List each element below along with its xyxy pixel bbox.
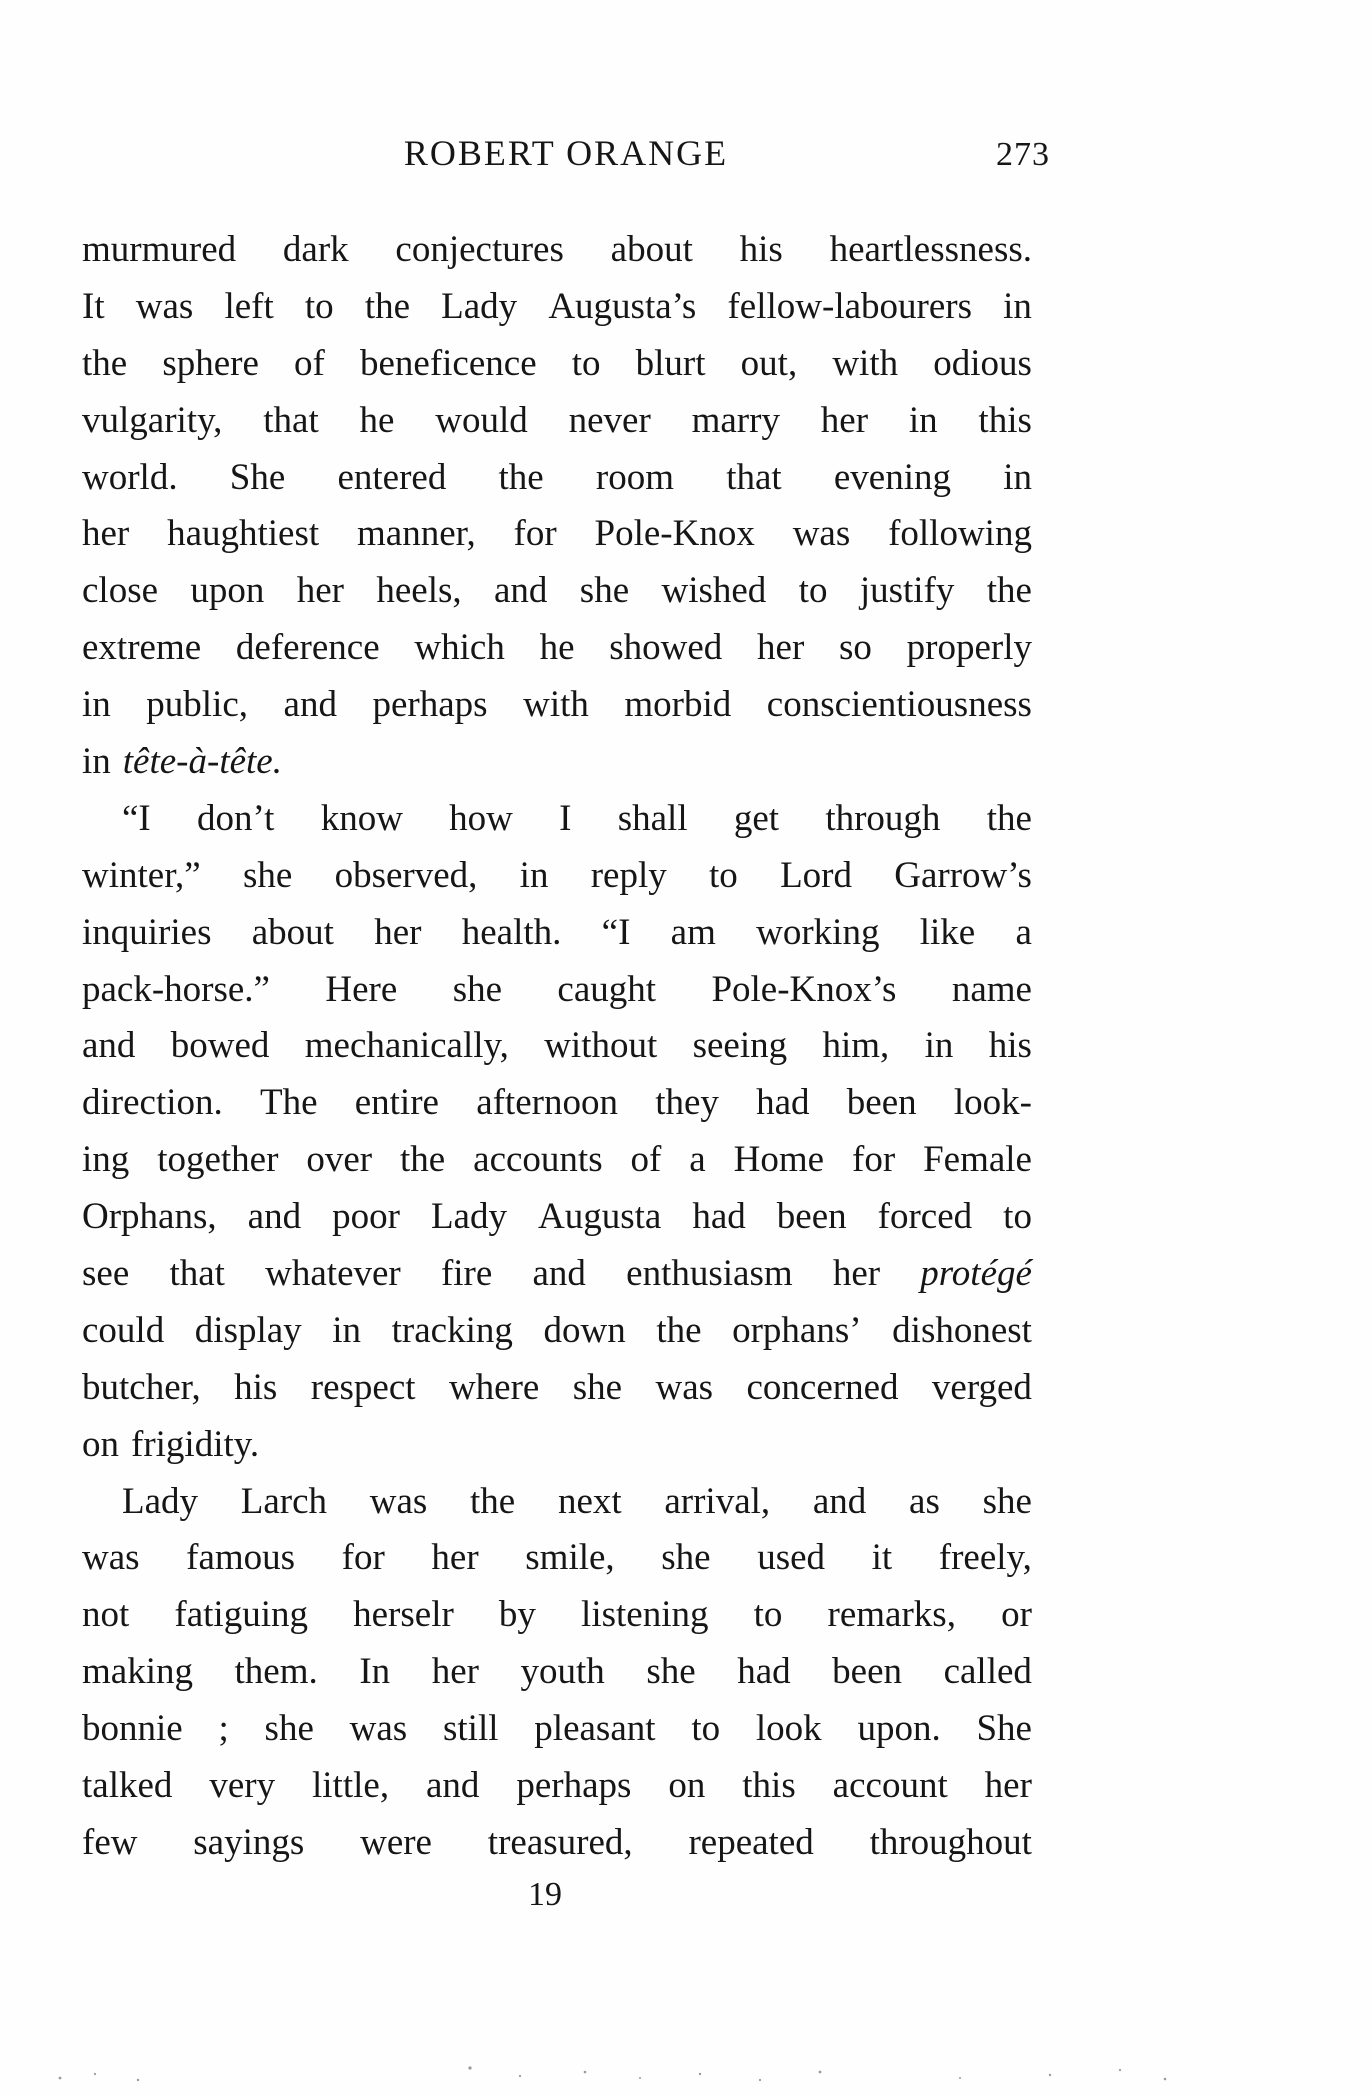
word: over — [306, 1139, 373, 1181]
word: been — [776, 1196, 847, 1238]
text-line — [82, 962, 1032, 1019]
word: she — [646, 1651, 696, 1693]
word: her — [832, 1253, 881, 1295]
word: a — [1015, 911, 1032, 953]
text-line — [82, 1189, 1032, 1246]
word: world. — [82, 456, 178, 498]
word: look- — [953, 1082, 1032, 1124]
word: showed — [609, 627, 723, 669]
text-line — [82, 1815, 1032, 1872]
word: conscientiousness — [766, 684, 1032, 726]
word: and — [812, 1480, 867, 1522]
word: upon. — [857, 1708, 941, 1750]
word: she — [264, 1708, 314, 1750]
word: the — [986, 797, 1032, 839]
text-line — [82, 506, 1032, 563]
speck — [1049, 2074, 1051, 2076]
word: morbid — [624, 684, 732, 726]
word: could — [82, 1309, 165, 1351]
word: murmured — [82, 229, 237, 270]
word: left — [224, 285, 274, 327]
word: protégé — [920, 1253, 1032, 1295]
word: were — [360, 1821, 432, 1863]
word: out, — [740, 342, 798, 384]
word: fellow-labourers — [727, 285, 972, 327]
word: not — [82, 1594, 130, 1636]
speck — [519, 2075, 521, 2077]
word: the — [364, 285, 411, 327]
word: the — [986, 570, 1032, 612]
word: he — [359, 399, 395, 441]
word: Augusta’s — [548, 285, 697, 327]
word: butcher, — [82, 1366, 201, 1408]
word: the — [82, 342, 128, 384]
text-line — [82, 677, 1032, 734]
text-line — [82, 791, 1032, 848]
word: know — [320, 797, 403, 839]
word: for — [852, 1139, 896, 1181]
word: haughtiest — [167, 513, 320, 555]
word: she — [661, 1537, 711, 1579]
word: “I — [601, 911, 631, 953]
word: beneficence — [359, 342, 537, 384]
word: her — [984, 1765, 1032, 1807]
word: Female — [923, 1139, 1032, 1181]
word: extreme — [82, 627, 202, 669]
text-line — [82, 1018, 1032, 1075]
word: Pole-Knox — [594, 513, 755, 555]
word: used — [757, 1537, 826, 1579]
word: marry — [691, 399, 780, 441]
text-line — [82, 336, 1032, 393]
word: don’t — [197, 797, 275, 839]
text-line — [82, 1246, 1032, 1303]
word: which — [414, 627, 505, 669]
word: forced — [877, 1196, 973, 1238]
word: that — [726, 456, 782, 498]
word: bowed — [170, 1025, 270, 1067]
word: with — [832, 342, 899, 384]
word: she — [572, 1366, 623, 1408]
page-number: 273 — [996, 136, 1050, 173]
word: she — [579, 570, 630, 612]
text-line — [82, 1303, 1032, 1360]
word: enthusiasm — [626, 1253, 793, 1295]
word: she — [452, 968, 503, 1010]
word: to — [709, 854, 738, 896]
word: never — [568, 399, 651, 441]
text-line — [82, 279, 1032, 336]
word: and — [426, 1765, 480, 1807]
word: Augusta — [537, 1196, 662, 1238]
word: in — [1003, 285, 1032, 327]
word: tracking — [391, 1309, 513, 1351]
word: without — [544, 1025, 658, 1067]
word: youth — [520, 1651, 605, 1693]
word: still — [442, 1708, 499, 1750]
word: manner, — [357, 513, 476, 555]
word: and — [532, 1253, 586, 1295]
scan-specks — [0, 2060, 1372, 2090]
word: to — [304, 285, 334, 327]
word: deference — [235, 627, 380, 669]
word: account — [832, 1765, 948, 1807]
word: perhaps — [372, 684, 488, 726]
word: She — [976, 1708, 1032, 1750]
word: wished — [661, 570, 767, 612]
word: like — [919, 911, 976, 953]
speck — [819, 2071, 822, 2074]
running-title: ROBERT ORANGE — [403, 133, 729, 173]
word: her — [431, 1537, 479, 1579]
word: her — [757, 627, 805, 669]
word: or — [1001, 1594, 1032, 1636]
word: It — [82, 285, 105, 327]
word: the — [400, 1139, 446, 1181]
word: dishonest — [892, 1309, 1032, 1351]
word: herselr — [353, 1594, 454, 1636]
word: talked — [82, 1765, 173, 1807]
word: been — [846, 1082, 917, 1124]
word: little, — [312, 1765, 390, 1807]
word: had — [737, 1651, 791, 1693]
speck — [468, 2066, 471, 2069]
word: her — [296, 570, 344, 612]
word: public, — [146, 684, 249, 726]
word: name — [951, 968, 1032, 1010]
word: fatiguing — [174, 1594, 308, 1636]
word: heels, — [376, 570, 462, 612]
word: repeated — [688, 1821, 814, 1863]
word: look — [755, 1708, 822, 1750]
word: pleasant — [534, 1708, 656, 1750]
word: about — [251, 911, 334, 953]
word: “I — [122, 797, 151, 839]
word: of — [630, 1139, 662, 1181]
word: see — [82, 1253, 130, 1295]
word: pack-horse.” — [82, 968, 270, 1010]
word: blurt — [635, 342, 706, 384]
word: the — [656, 1309, 702, 1351]
word: respect — [310, 1366, 416, 1408]
speck — [759, 2079, 761, 2081]
word: together — [157, 1139, 279, 1181]
word: called — [943, 1651, 1032, 1693]
word: afternoon — [476, 1082, 618, 1124]
word: to — [1003, 1196, 1032, 1238]
word: upon — [190, 570, 265, 612]
word: Lady — [430, 1196, 507, 1238]
word: fire — [440, 1253, 493, 1295]
word: seeing — [692, 1025, 788, 1067]
word: health. — [461, 911, 562, 953]
word: and — [283, 684, 337, 726]
word: close — [82, 570, 159, 612]
speck — [137, 2079, 139, 2081]
word: in — [1003, 456, 1032, 498]
word: freely, — [938, 1537, 1032, 1579]
word: observed, — [334, 854, 478, 896]
word: her — [431, 1651, 479, 1693]
speck — [699, 2073, 701, 2075]
word: in — [908, 399, 938, 441]
word: odious — [933, 342, 1032, 384]
speck — [1119, 2069, 1121, 2071]
word: orphans’ — [732, 1309, 862, 1351]
running-head — [82, 132, 1050, 182]
word: Lady — [122, 1480, 199, 1522]
word: winter,” — [82, 854, 201, 896]
word: that — [263, 399, 319, 441]
word: in — [82, 741, 111, 783]
word: sphere — [162, 342, 259, 384]
word: and — [494, 570, 548, 612]
word: Here — [325, 968, 398, 1010]
word: her — [820, 399, 869, 441]
word: was — [655, 1366, 714, 1408]
word: how — [449, 797, 513, 839]
word: of — [294, 342, 325, 384]
word: treasured, — [487, 1821, 633, 1863]
text-line — [82, 1758, 1032, 1815]
word: ; — [218, 1708, 229, 1750]
word: in — [519, 854, 549, 896]
text-line — [82, 1360, 1032, 1417]
word: his — [739, 229, 783, 270]
word: was — [369, 1480, 428, 1522]
word: following — [888, 513, 1032, 555]
text-line — [82, 393, 1032, 450]
word: working — [756, 911, 880, 953]
word: to — [753, 1594, 783, 1636]
word: Orphans, — [82, 1196, 217, 1238]
text-line — [82, 905, 1032, 962]
speck — [59, 2077, 62, 2080]
word: mechanically, — [304, 1025, 509, 1067]
word: conjectures — [395, 229, 564, 270]
word: it — [871, 1537, 893, 1579]
word: they — [655, 1082, 719, 1124]
word: to — [691, 1708, 721, 1750]
word: in — [332, 1309, 362, 1351]
word: her — [82, 513, 130, 555]
word: entered — [337, 456, 447, 498]
word: Garrow’s — [894, 854, 1032, 896]
word: had — [756, 1082, 810, 1124]
word: tête-à-tête. — [122, 741, 282, 783]
word: heartlessness. — [829, 229, 1032, 270]
text-line — [82, 1587, 1032, 1644]
word: on — [82, 1423, 119, 1465]
word: as — [909, 1480, 940, 1522]
word: direction. — [82, 1082, 223, 1124]
word: whatever — [265, 1253, 401, 1295]
text-line — [82, 1644, 1032, 1701]
speck — [639, 2077, 641, 2079]
word: he — [539, 627, 575, 669]
word: next — [557, 1480, 622, 1522]
word: concerned — [746, 1366, 899, 1408]
word: this — [978, 399, 1032, 441]
word: shall — [617, 797, 688, 839]
word: for — [341, 1537, 385, 1579]
word: sayings — [193, 1821, 305, 1863]
word: ing — [82, 1139, 130, 1181]
word: She — [229, 456, 286, 498]
speck — [94, 2073, 96, 2075]
word: this — [742, 1765, 796, 1807]
word: Lady — [441, 285, 518, 327]
word: his — [988, 1025, 1032, 1067]
text-line — [82, 1530, 1032, 1587]
speck — [584, 2071, 587, 2074]
text-line — [82, 734, 1032, 791]
word: entire — [354, 1082, 439, 1124]
word: on — [668, 1765, 706, 1807]
word: would — [435, 399, 528, 441]
word: Home — [733, 1139, 825, 1181]
word: listening — [581, 1594, 709, 1636]
word: throughout — [869, 1821, 1032, 1863]
word: very — [209, 1765, 276, 1807]
word: arrival, — [664, 1480, 771, 1522]
word: to — [798, 570, 828, 612]
word: through — [825, 797, 941, 839]
speck — [959, 2077, 961, 2079]
word: smile, — [525, 1537, 615, 1579]
word: Pole-Knox’s — [711, 968, 897, 1010]
word: dark — [282, 229, 349, 270]
word: the — [498, 456, 544, 498]
signature-mark: 19 — [528, 1876, 562, 1913]
word: verged — [931, 1366, 1032, 1408]
word: perhaps — [516, 1765, 632, 1807]
word: In — [359, 1651, 391, 1693]
word: she — [242, 854, 293, 896]
word: few — [82, 1821, 138, 1863]
word: was — [135, 285, 194, 327]
word: and — [247, 1196, 302, 1238]
text-line — [82, 1701, 1032, 1758]
word: his — [234, 1366, 278, 1408]
word: was — [349, 1708, 408, 1750]
word: The — [259, 1082, 318, 1124]
word: the — [470, 1480, 516, 1522]
word: so — [839, 627, 872, 669]
word: justify — [859, 570, 955, 612]
text-line — [82, 563, 1032, 620]
body-text — [82, 222, 1032, 1872]
word: am — [670, 911, 716, 953]
text-line — [82, 450, 1032, 507]
word: that — [169, 1253, 225, 1295]
word: been — [832, 1651, 903, 1693]
text-line — [82, 1132, 1032, 1189]
word: had — [692, 1196, 746, 1238]
word: evening — [833, 456, 951, 498]
word: remarks, — [827, 1594, 956, 1636]
word: poor — [332, 1196, 400, 1238]
word: in — [924, 1025, 954, 1067]
word: caught — [557, 968, 657, 1010]
word: in — [82, 684, 111, 726]
text-line — [82, 1417, 1032, 1474]
word: vulgarity, — [82, 399, 223, 441]
word: properly — [906, 627, 1032, 669]
word: about — [610, 229, 693, 270]
text-line — [82, 848, 1032, 905]
text-line — [82, 1474, 1032, 1531]
word: was — [82, 1537, 140, 1579]
word: she — [982, 1480, 1032, 1522]
word: a — [689, 1139, 706, 1181]
text-line — [82, 620, 1032, 677]
word: her — [374, 911, 422, 953]
word: inquiries — [82, 911, 212, 953]
word: accounts — [473, 1139, 603, 1181]
word: him, — [822, 1025, 890, 1067]
text-line — [82, 1075, 1032, 1132]
word: down — [543, 1309, 626, 1351]
word: display — [194, 1309, 302, 1351]
word: Lord — [780, 854, 852, 896]
speck — [1164, 2078, 1167, 2081]
word: frigidity. — [131, 1423, 260, 1465]
word: reply — [590, 854, 667, 896]
word: to — [571, 342, 601, 384]
text-line — [82, 222, 1032, 279]
word: get — [733, 797, 780, 839]
word: by — [498, 1594, 536, 1636]
word: with — [523, 684, 589, 726]
word: famous — [186, 1537, 296, 1579]
word: making — [82, 1651, 193, 1693]
word: and — [82, 1025, 136, 1067]
word: was — [792, 513, 851, 555]
word: where — [448, 1366, 540, 1408]
word: bonnie — [82, 1708, 183, 1750]
word: them. — [234, 1651, 318, 1693]
word: for — [513, 513, 557, 555]
word: Larch — [240, 1480, 328, 1522]
word: room — [595, 456, 675, 498]
word: I — [559, 797, 572, 839]
